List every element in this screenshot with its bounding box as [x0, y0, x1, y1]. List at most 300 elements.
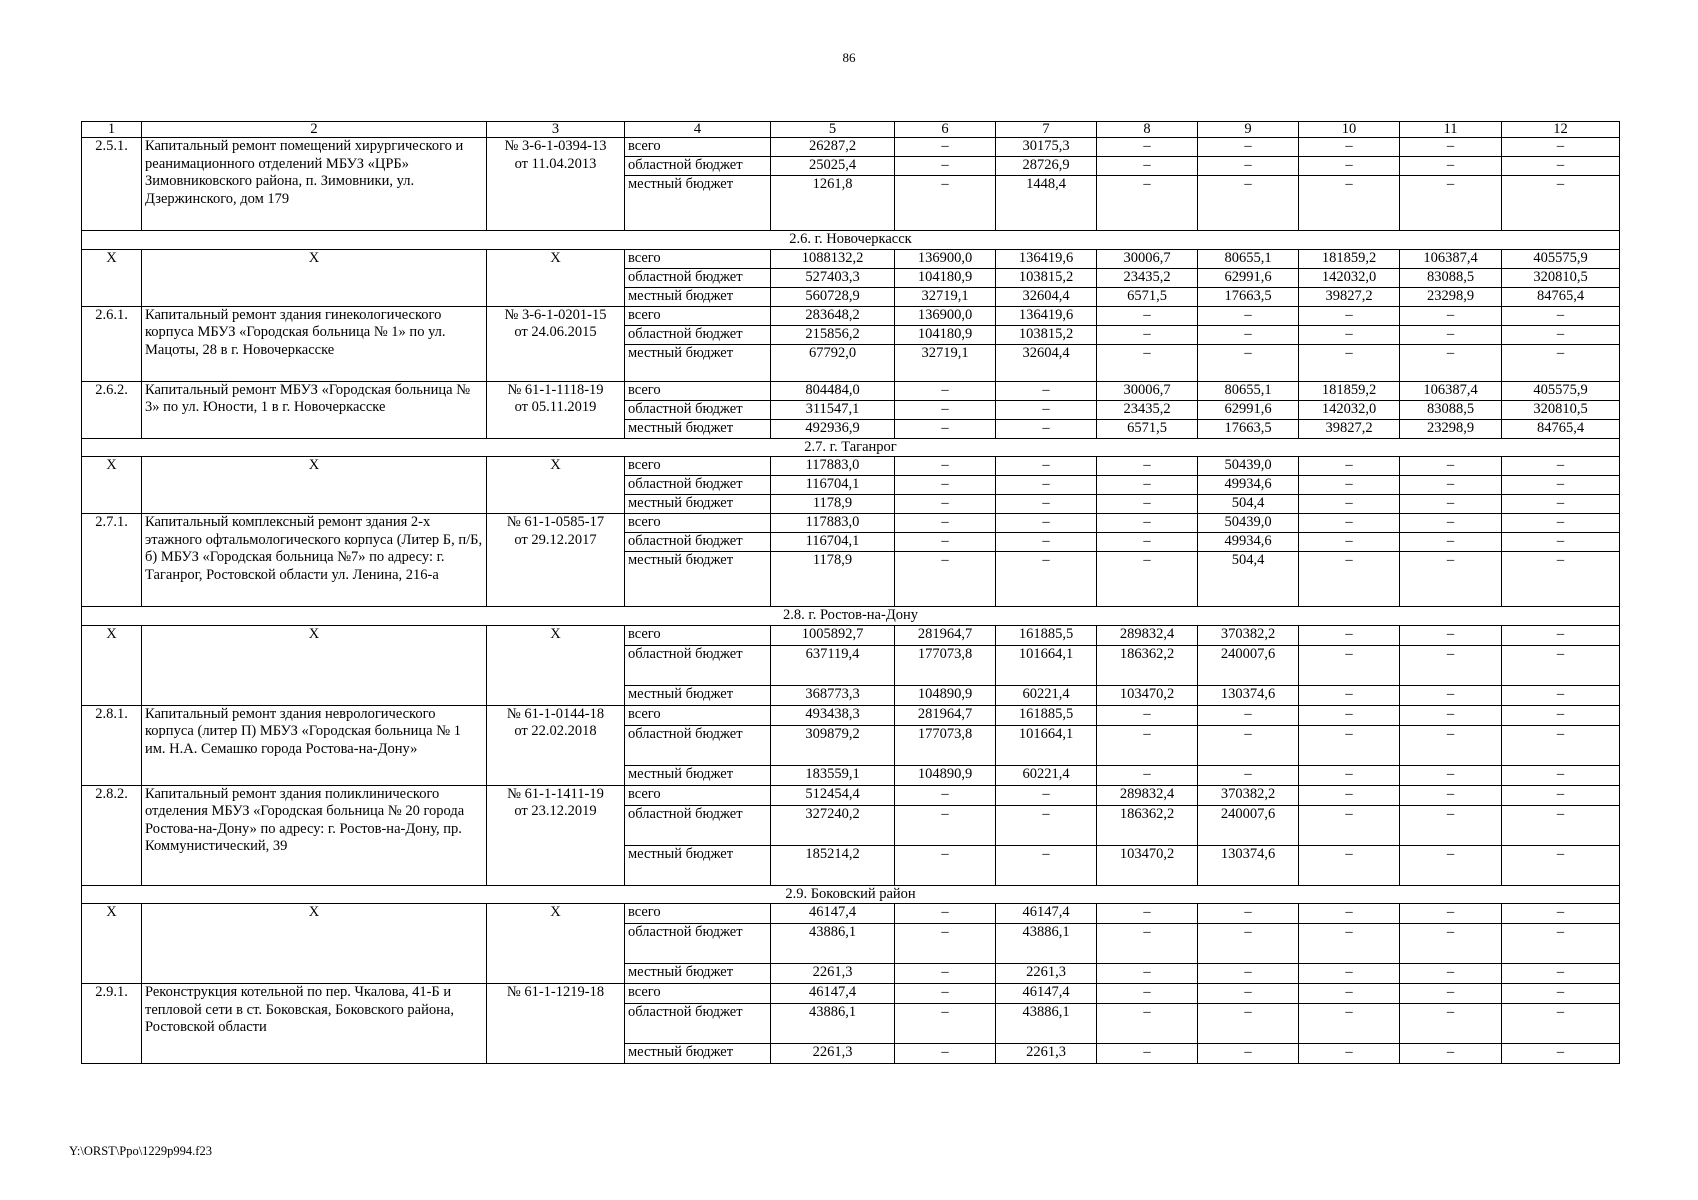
footer-file-path: Y:\ORST\Ppo\1229p994.f23 — [69, 1144, 212, 1158]
amount-cell: – — [1400, 457, 1502, 476]
amount-cell: – — [1299, 325, 1400, 344]
amount-cell: – — [1198, 964, 1299, 984]
x-mark: X — [487, 249, 625, 306]
amount-cell: – — [1097, 157, 1198, 176]
amount-cell: – — [996, 476, 1097, 495]
funding-source-total: всего — [625, 785, 771, 805]
amount-cell: – — [1299, 904, 1400, 924]
document-number: № 3-6-1-0394-13 — [504, 138, 607, 154]
amount-cell: – — [1502, 805, 1620, 845]
amount-cell: – — [1198, 924, 1299, 964]
amount-cell: – — [1502, 495, 1620, 514]
subtotal-row — [82, 904, 1620, 924]
amount-cell: 30006,7 — [1097, 249, 1198, 268]
amount-cell: – — [895, 514, 996, 533]
amount-cell: 136900,0 — [895, 306, 996, 325]
amount-cell: – — [1097, 176, 1198, 231]
amount-cell: – — [895, 419, 996, 438]
amount-cell: 320810,5 — [1502, 268, 1620, 287]
funding-source-regional: областной бюджет — [625, 157, 771, 176]
funding-source-total: всего — [625, 705, 771, 725]
funding-source-regional: областной бюджет — [625, 268, 771, 287]
amount-cell: 130374,6 — [1198, 845, 1299, 885]
x-mark: X — [82, 904, 142, 984]
funding-source-regional: областной бюджет — [625, 805, 771, 845]
section-heading: 2.8. г. Ростов-на-Дону — [82, 607, 1620, 626]
amount-cell: – — [1400, 705, 1502, 725]
amount-cell: – — [1299, 984, 1400, 1004]
project-row — [82, 514, 1620, 533]
subtotal-row — [82, 625, 1620, 645]
funding-source-total: всего — [625, 249, 771, 268]
document-reference — [487, 514, 625, 607]
amount-cell: 49934,6 — [1198, 476, 1299, 495]
amount-cell: 106387,4 — [1400, 381, 1502, 400]
amount-cell: 493438,3 — [771, 705, 895, 725]
amount-cell: – — [1299, 845, 1400, 885]
amount-cell: – — [1502, 552, 1620, 607]
amount-cell: 136900,0 — [895, 249, 996, 268]
funding-source-regional: областной бюджет — [625, 1004, 771, 1044]
amount-cell: – — [1097, 552, 1198, 607]
amount-cell: 32604,4 — [996, 344, 1097, 381]
document-reference — [487, 785, 625, 885]
funding-source-local: местный бюджет — [625, 419, 771, 438]
item-number: 2.5.1. — [82, 138, 142, 231]
x-mark: X — [487, 625, 625, 705]
column-number-cell: 3 — [487, 122, 625, 138]
amount-cell: – — [1400, 904, 1502, 924]
amount-cell: – — [1299, 725, 1400, 765]
item-name: Капитальный ремонт помещений хирургического и реанимационного отделений МБУЗ «ЦРБ» Зимовниковского района, п. Зимовники, ул. Дзержинского, дом 179 — [142, 138, 487, 231]
amount-cell: – — [996, 495, 1097, 514]
document-date: от 22.02.2018 — [514, 723, 597, 739]
item-name: Капитальный ремонт МБУЗ «Городская больница № 3» по ул. Юности, 1 в г. Новочеркасске — [142, 381, 487, 438]
amount-cell: – — [1400, 805, 1502, 845]
amount-cell: – — [895, 495, 996, 514]
funding-source-total: всего — [625, 138, 771, 157]
item-number: 2.6.2. — [82, 381, 142, 438]
amount-cell: 106387,4 — [1400, 249, 1502, 268]
amount-cell: 289832,4 — [1097, 625, 1198, 645]
amount-cell: 117883,0 — [771, 514, 895, 533]
amount-cell: 177073,8 — [895, 725, 996, 765]
funding-source-local: местный бюджет — [625, 845, 771, 885]
amount-cell: 101664,1 — [996, 725, 1097, 765]
amount-cell: – — [1198, 344, 1299, 381]
amount-cell: – — [1299, 533, 1400, 552]
amount-cell: 2261,3 — [996, 1044, 1097, 1064]
amount-cell: – — [1299, 625, 1400, 645]
amount-cell: – — [1502, 785, 1620, 805]
amount-cell: 283648,2 — [771, 306, 895, 325]
section-heading-row — [82, 885, 1620, 904]
amount-cell: – — [1400, 138, 1502, 157]
amount-cell: – — [1502, 476, 1620, 495]
amount-cell: 177073,8 — [895, 645, 996, 685]
x-mark: X — [82, 249, 142, 306]
funding-source-local: местный бюджет — [625, 685, 771, 705]
amount-cell: 289832,4 — [1097, 785, 1198, 805]
document-date: от 11.04.2013 — [514, 155, 597, 172]
column-number-cell: 6 — [895, 122, 996, 138]
amount-cell: – — [996, 533, 1097, 552]
amount-cell: – — [895, 138, 996, 157]
amount-cell: 492936,9 — [771, 419, 895, 438]
document-date: от 29.12.2017 — [514, 531, 597, 548]
amount-cell: – — [1502, 514, 1620, 533]
amount-cell: – — [1299, 176, 1400, 231]
amount-cell: – — [1400, 325, 1502, 344]
amount-cell: – — [1198, 1044, 1299, 1064]
amount-cell: – — [1502, 306, 1620, 325]
amount-cell: – — [1299, 344, 1400, 381]
amount-cell: 240007,6 — [1198, 645, 1299, 685]
amount-cell: 1261,8 — [771, 176, 895, 231]
item-number: 2.6.1. — [82, 306, 142, 381]
amount-cell: 2261,3 — [996, 964, 1097, 984]
amount-cell: 512454,4 — [771, 785, 895, 805]
amount-cell: – — [1097, 476, 1198, 495]
amount-cell: 83088,5 — [1400, 268, 1502, 287]
amount-cell: 136419,6 — [996, 306, 1097, 325]
amount-cell: 2261,3 — [771, 1044, 895, 1064]
amount-cell: 1178,9 — [771, 495, 895, 514]
amount-cell: 80655,1 — [1198, 381, 1299, 400]
amount-cell: 2261,3 — [771, 964, 895, 984]
item-number: 2.7.1. — [82, 514, 142, 607]
amount-cell: – — [1198, 984, 1299, 1004]
amount-cell: – — [1400, 924, 1502, 964]
column-number-cell: 7 — [996, 122, 1097, 138]
funding-source-local: местный бюджет — [625, 964, 771, 984]
amount-cell: 80655,1 — [1198, 249, 1299, 268]
amount-cell: – — [996, 805, 1097, 845]
amount-cell: 60221,4 — [996, 765, 1097, 785]
amount-cell: – — [1097, 514, 1198, 533]
amount-cell: – — [1502, 984, 1620, 1004]
amount-cell: 46147,4 — [996, 984, 1097, 1004]
amount-cell: – — [1299, 765, 1400, 785]
amount-cell: 84765,4 — [1502, 287, 1620, 306]
amount-cell: 43886,1 — [771, 924, 895, 964]
amount-cell: – — [1502, 533, 1620, 552]
amount-cell: 17663,5 — [1198, 419, 1299, 438]
amount-cell: 116704,1 — [771, 476, 895, 495]
amount-cell: 30175,3 — [996, 138, 1097, 157]
amount-cell: – — [1400, 552, 1502, 607]
section-heading-row — [82, 231, 1620, 250]
document-date: от 24.06.2015 — [514, 324, 597, 340]
amount-cell: – — [895, 1044, 996, 1064]
amount-cell: – — [1097, 325, 1198, 344]
amount-cell: 104890,9 — [895, 765, 996, 785]
section-heading: 2.7. г. Таганрог — [82, 438, 1620, 457]
amount-cell: 181859,2 — [1299, 249, 1400, 268]
amount-cell: 26287,2 — [771, 138, 895, 157]
amount-cell: – — [1502, 344, 1620, 381]
amount-cell: – — [1097, 1004, 1198, 1044]
amount-cell: 309879,2 — [771, 725, 895, 765]
amount-cell: 130374,6 — [1198, 685, 1299, 705]
amount-cell: – — [1299, 964, 1400, 984]
page-number: 86 — [842, 50, 856, 65]
column-number-cell: 4 — [625, 122, 771, 138]
section-heading-row — [82, 607, 1620, 626]
item-name: Капитальный ремонт здания гинекологического корпуса МБУЗ «Городская больница № 1» по ул. Мацоты, 28 в г. Новочеркасске — [142, 306, 487, 381]
item-name: Капитальный ремонт здания поликлинического отделения МБУЗ «Городская больница № 20 города Ростова-на-Дону» по адресу: г. Ростов-на-Дону, пр. Коммунистический, 39 — [142, 785, 487, 885]
amount-cell: 49934,6 — [1198, 533, 1299, 552]
amount-cell: 103470,2 — [1097, 845, 1198, 885]
amount-cell: – — [1299, 514, 1400, 533]
amount-cell: – — [1198, 1004, 1299, 1044]
amount-cell: 527403,3 — [771, 268, 895, 287]
amount-cell: – — [1299, 157, 1400, 176]
project-row — [82, 381, 1620, 400]
amount-cell: – — [1502, 157, 1620, 176]
amount-cell: 327240,2 — [771, 805, 895, 845]
amount-cell: – — [895, 157, 996, 176]
amount-cell: – — [1502, 625, 1620, 645]
item-number: 2.8.2. — [82, 785, 142, 885]
item-name: Капитальный комплексный ремонт здания 2-х этажного офтальмологического корпуса (Литер Б, п/Б, б) МБУЗ «Городская больница №7» по адресу: г. Таганрог, Ростовской области ул. Ленина, 216-а — [142, 514, 487, 607]
amount-cell: 32719,1 — [895, 344, 996, 381]
amount-cell: 183559,1 — [771, 765, 895, 785]
amount-cell: – — [1400, 984, 1502, 1004]
amount-cell: – — [895, 924, 996, 964]
amount-cell: – — [1097, 765, 1198, 785]
document-number: № 3-6-1-0201-15 — [504, 306, 607, 323]
amount-cell: 67792,0 — [771, 344, 895, 381]
amount-cell: 142032,0 — [1299, 268, 1400, 287]
section-heading-row — [82, 438, 1620, 457]
amount-cell: – — [1502, 325, 1620, 344]
amount-cell: 368773,3 — [771, 685, 895, 705]
amount-cell: – — [1400, 157, 1502, 176]
funding-source-total: всего — [625, 457, 771, 476]
amount-cell: 560728,9 — [771, 287, 895, 306]
document-reference — [487, 705, 625, 785]
x-mark: X — [487, 904, 625, 984]
amount-cell: – — [1502, 645, 1620, 685]
amount-cell: – — [1400, 533, 1502, 552]
document-number: № 61-1-0144-18 — [506, 705, 605, 722]
amount-cell: – — [1502, 1044, 1620, 1064]
amount-cell: – — [895, 176, 996, 231]
amount-cell: – — [1299, 476, 1400, 495]
column-number-cell: 9 — [1198, 122, 1299, 138]
amount-cell: – — [996, 845, 1097, 885]
amount-cell: – — [1097, 984, 1198, 1004]
amount-cell: 117883,0 — [771, 457, 895, 476]
amount-cell: 637119,4 — [771, 645, 895, 685]
amount-cell: – — [895, 381, 996, 400]
amount-cell: 370382,2 — [1198, 625, 1299, 645]
project-row — [82, 705, 1620, 725]
funding-source-total: всего — [625, 381, 771, 400]
amount-cell: – — [996, 419, 1097, 438]
amount-cell: – — [1400, 176, 1502, 231]
funding-source-regional: областной бюджет — [625, 924, 771, 964]
amount-cell: – — [895, 400, 996, 419]
amount-cell: 504,4 — [1198, 495, 1299, 514]
document-date: от 23.12.2019 — [514, 803, 597, 819]
column-number-cell: 10 — [1299, 122, 1400, 138]
amount-cell: – — [1198, 306, 1299, 325]
amount-cell: – — [895, 785, 996, 805]
amount-cell: – — [1299, 138, 1400, 157]
amount-cell: – — [1299, 306, 1400, 325]
project-row — [82, 138, 1620, 157]
amount-cell: – — [1097, 924, 1198, 964]
item-number: 2.9.1. — [82, 984, 142, 1064]
amount-cell: – — [1400, 476, 1502, 495]
amount-cell: – — [1097, 344, 1198, 381]
amount-cell: – — [996, 514, 1097, 533]
amount-cell: – — [1502, 904, 1620, 924]
amount-cell: – — [895, 984, 996, 1004]
amount-cell: – — [1198, 765, 1299, 785]
amount-cell: – — [1400, 344, 1502, 381]
amount-cell: – — [1097, 705, 1198, 725]
amount-cell: – — [1299, 685, 1400, 705]
amount-cell: 83088,5 — [1400, 400, 1502, 419]
amount-cell: – — [1299, 705, 1400, 725]
amount-cell: – — [1400, 685, 1502, 705]
amount-cell: 405575,9 — [1502, 381, 1620, 400]
amount-cell: – — [1400, 765, 1502, 785]
amount-cell: 136419,6 — [996, 249, 1097, 268]
amount-cell: 101664,1 — [996, 645, 1097, 685]
amount-cell: – — [1502, 138, 1620, 157]
amount-cell: – — [1198, 325, 1299, 344]
document-reference — [487, 381, 625, 438]
amount-cell: – — [1097, 964, 1198, 984]
column-number-cell: 1 — [82, 122, 142, 138]
amount-cell: 39827,2 — [1299, 287, 1400, 306]
amount-cell: 181859,2 — [1299, 381, 1400, 400]
amount-cell: 43886,1 — [996, 1004, 1097, 1044]
funding-source-regional: областной бюджет — [625, 645, 771, 685]
amount-cell: – — [895, 805, 996, 845]
amount-cell: – — [1198, 705, 1299, 725]
amount-cell: 32604,4 — [996, 287, 1097, 306]
section-heading: 2.9. Боковский район — [82, 885, 1620, 904]
document-reference — [487, 984, 625, 1064]
amount-cell: 46147,4 — [771, 984, 895, 1004]
x-mark: X — [82, 625, 142, 705]
amount-cell: – — [1299, 457, 1400, 476]
amount-cell: – — [1299, 785, 1400, 805]
amount-cell: – — [1400, 725, 1502, 765]
amount-cell: – — [895, 1004, 996, 1044]
item-name: Капитальный ремонт здания неврологического корпуса (литер П) МБУЗ «Городская больница № 1 им. Н.А. Семашко города Ростова-на-Дону» — [142, 705, 487, 785]
amount-cell: – — [1299, 1044, 1400, 1064]
amount-cell: 104180,9 — [895, 268, 996, 287]
subtotal-row — [82, 457, 1620, 476]
funding-source-regional: областной бюджет — [625, 533, 771, 552]
funding-source-local: местный бюджет — [625, 495, 771, 514]
amount-cell: – — [1299, 552, 1400, 607]
amount-cell: 60221,4 — [996, 685, 1097, 705]
amount-cell: 1178,9 — [771, 552, 895, 607]
funding-source-local: местный бюджет — [625, 287, 771, 306]
amount-cell: 1005892,7 — [771, 625, 895, 645]
document-number: № 61-1-1118-19 — [507, 381, 604, 398]
column-number-cell: 8 — [1097, 122, 1198, 138]
amount-cell: – — [1097, 1044, 1198, 1064]
amount-cell: – — [1502, 845, 1620, 885]
amount-cell: – — [1198, 157, 1299, 176]
amount-cell: 62991,6 — [1198, 400, 1299, 419]
amount-cell: – — [1097, 306, 1198, 325]
subtotal-row — [82, 249, 1620, 268]
amount-cell: – — [996, 381, 1097, 400]
amount-cell: – — [1198, 725, 1299, 765]
amount-cell: 23435,2 — [1097, 268, 1198, 287]
amount-cell: – — [1097, 138, 1198, 157]
document-number: № 61-1-1411-19 — [507, 785, 604, 802]
amount-cell: – — [1502, 457, 1620, 476]
amount-cell: – — [1299, 1004, 1400, 1044]
amount-cell: – — [1400, 1004, 1502, 1044]
amount-cell: 28726,9 — [996, 157, 1097, 176]
amount-cell: 215856,2 — [771, 325, 895, 344]
amount-cell: 6571,5 — [1097, 419, 1198, 438]
amount-cell: 30006,7 — [1097, 381, 1198, 400]
document-number: № 61-1-0585-17 — [506, 514, 605, 530]
amount-cell: 25025,4 — [771, 157, 895, 176]
amount-cell: 311547,1 — [771, 400, 895, 419]
funding-source-regional: областной бюджет — [625, 325, 771, 344]
item-name: Реконструкция котельной по пер. Чкалова, 41-Б и тепловой сети в ст. Боковская, Боковского района, Ростовской области — [142, 984, 487, 1064]
item-number: 2.8.1. — [82, 705, 142, 785]
amount-cell: – — [1097, 533, 1198, 552]
amount-cell: 46147,4 — [996, 904, 1097, 924]
column-number-row — [82, 122, 1620, 138]
amount-cell: 50439,0 — [1198, 457, 1299, 476]
amount-cell: 320810,5 — [1502, 400, 1620, 419]
amount-cell: 23298,9 — [1400, 287, 1502, 306]
amount-cell: – — [1097, 725, 1198, 765]
amount-cell: 1448,4 — [996, 176, 1097, 231]
funding-source-total: всего — [625, 984, 771, 1004]
amount-cell: – — [1299, 805, 1400, 845]
amount-cell: – — [895, 457, 996, 476]
amount-cell: – — [1097, 904, 1198, 924]
amount-cell: 43886,1 — [996, 924, 1097, 964]
amount-cell: – — [1299, 495, 1400, 514]
amount-cell: – — [1502, 725, 1620, 765]
amount-cell: 240007,6 — [1198, 805, 1299, 845]
amount-cell: 104180,9 — [895, 325, 996, 344]
column-number-cell: 12 — [1502, 122, 1620, 138]
amount-cell: – — [1299, 924, 1400, 964]
amount-cell: 281964,7 — [895, 625, 996, 645]
amount-cell: 1088132,2 — [771, 249, 895, 268]
x-mark: X — [142, 457, 487, 514]
amount-cell: – — [895, 476, 996, 495]
amount-cell: – — [1502, 964, 1620, 984]
amount-cell: – — [895, 904, 996, 924]
amount-cell: – — [1198, 176, 1299, 231]
amount-cell: 43886,1 — [771, 1004, 895, 1044]
amount-cell: – — [1097, 457, 1198, 476]
amount-cell: – — [1502, 765, 1620, 785]
amount-cell: 161885,5 — [996, 625, 1097, 645]
amount-cell: – — [996, 785, 1097, 805]
amount-cell: 185214,2 — [771, 845, 895, 885]
